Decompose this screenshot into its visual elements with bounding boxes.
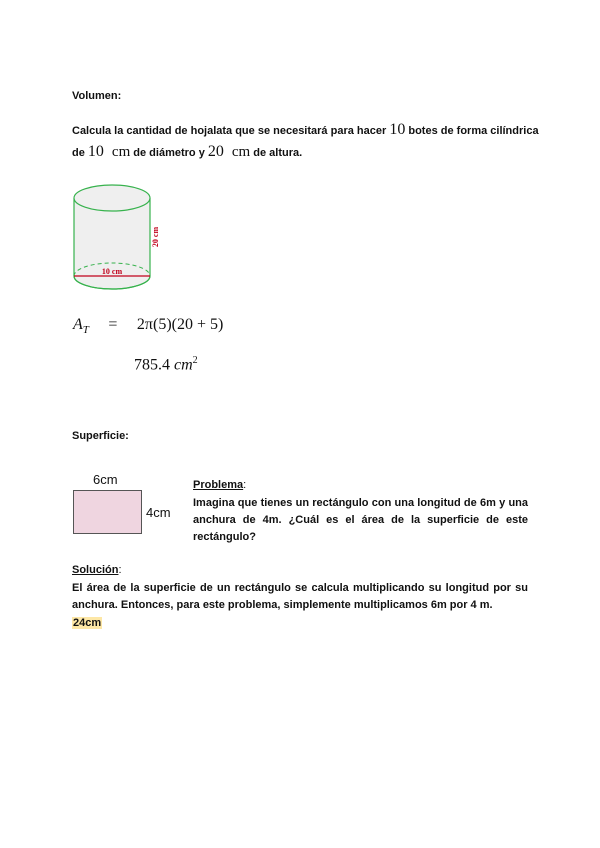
volume-problem-line-1 xyxy=(72,121,539,138)
height-label: 20 cm xyxy=(151,226,160,248)
text-segment: Calcula la cantidad de hojalata que se necesitará para hacer xyxy=(72,125,390,137)
formula-equals: = xyxy=(108,316,118,333)
answer xyxy=(72,616,102,630)
area-formula xyxy=(73,316,223,336)
solution-title xyxy=(72,563,122,577)
rect-width-label: 6cm xyxy=(93,472,118,487)
answer-highlight: 24cm xyxy=(73,617,102,629)
problem-title-text: Problema xyxy=(193,479,244,491)
volume-problem-line-2 xyxy=(72,145,532,160)
formula-lhs: A xyxy=(73,316,83,333)
solution-title-text: Solución xyxy=(72,564,119,576)
cylinder-top-ellipse xyxy=(74,185,150,211)
text-segment: botes de forma cilíndrica xyxy=(405,125,539,137)
text-segment: de diámetro y xyxy=(130,147,208,159)
math-unit: cm xyxy=(231,144,251,160)
math-number: 10 xyxy=(87,143,104,160)
diameter-label: 10 cm xyxy=(101,267,123,276)
formula-rhs: 2π(5)(20 + 5) xyxy=(136,316,224,333)
solution-text: El área de la superficie de un rectángulo se calcula multiplicando su longitud por su anchura. Entonces, para este problema, simplemente multiplicamos 6m por 4 m. xyxy=(72,582,528,611)
math-number: 20 xyxy=(207,143,224,160)
text-segment: de altura. xyxy=(250,147,303,159)
solution-title-colon: : xyxy=(118,564,122,576)
problem-title-colon: : xyxy=(243,479,247,491)
problem-text: Imagina que tienes un rectángulo con una longitud de 6m y una anchura de 4m. ¿Cuál es el área de la superficie de este rectángulo? xyxy=(193,497,528,543)
area-result xyxy=(134,355,198,374)
text-segment: de xyxy=(72,147,88,159)
result-value: 785.4 xyxy=(134,356,170,374)
surface-heading: Superficie: xyxy=(72,430,129,442)
result-exponent: 2 xyxy=(192,355,198,366)
rect-height-label: 4cm xyxy=(146,505,171,520)
rectangle-shape xyxy=(73,490,142,534)
cylinder-figure xyxy=(68,180,168,295)
volume-heading: Volumen: xyxy=(72,90,122,102)
math-unit: cm xyxy=(111,144,131,160)
result-unit: cm xyxy=(174,356,193,374)
math-number: 10 xyxy=(389,121,406,138)
problem-title xyxy=(193,478,246,492)
formula-subscript: T xyxy=(82,324,89,337)
